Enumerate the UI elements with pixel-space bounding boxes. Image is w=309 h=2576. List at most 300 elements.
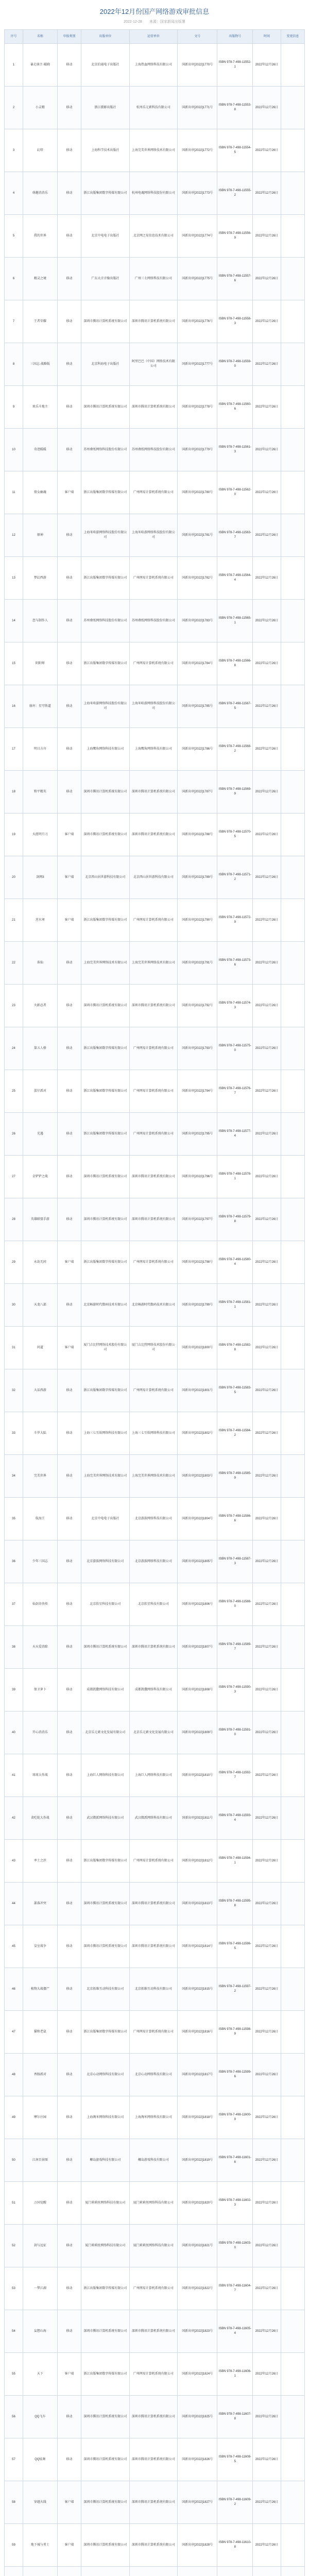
cell-name: 诛仙 xyxy=(23,942,57,985)
cell-isbn: ISBN 978-7-498-11609-2 xyxy=(217,2481,253,2524)
cell-doc-no: 国新出审[2022]1789号 xyxy=(178,856,217,899)
cell-isbn: ISBN 978-7-498-11605-4 xyxy=(217,2310,253,2353)
cell-operator: 深圳市腾讯计算机系统有限公司 xyxy=(129,2396,178,2438)
cell-doc-no: 国新出审[2022]1817号 xyxy=(178,2054,217,2096)
cell-change xyxy=(281,2310,304,2353)
cell-isbn: ISBN 978-7-498-11554-5 xyxy=(217,129,253,172)
cell-isbn: ISBN 978-7-498-11591-0 xyxy=(217,1711,253,1754)
cell-publisher: 上海鹰角网络科技有限公司 xyxy=(81,728,130,771)
cell-publisher: 上海科学技术出版社 xyxy=(81,129,130,172)
cell-name: 暴走萌主·破晓 xyxy=(23,44,57,87)
cell-doc-no: 国新出审[2022]1802号 xyxy=(178,1412,217,1455)
cell-change xyxy=(281,1070,304,1113)
cell-no: 54 xyxy=(5,2310,23,2353)
cell-publisher: 深圳市腾讯计算机系统有限公司 xyxy=(81,300,130,343)
cell-isbn xyxy=(217,2567,253,2576)
cell-type: 移动 xyxy=(57,300,81,343)
cell-isbn: ISBN 978-7-498-11572-9 xyxy=(217,899,253,942)
cell-name: 大话西游 xyxy=(23,1369,57,1412)
cell-no: 2 xyxy=(5,87,23,129)
cell-type: 移动 xyxy=(57,2396,81,2438)
col-header-operator: 运营单位 xyxy=(129,30,178,44)
cell-no: 48 xyxy=(5,2054,23,2096)
cell-change xyxy=(281,2396,304,2438)
cell-operator: 苏州叠纸网络科技股份有限公司 xyxy=(129,429,178,471)
table-row xyxy=(5,1925,305,1968)
cell-no: 36 xyxy=(5,1540,23,1583)
table-row xyxy=(5,1883,305,1925)
cell-change xyxy=(281,343,304,386)
cell-operator: 广州网易计算机系统有限公司 xyxy=(129,1070,178,1113)
cell-change xyxy=(281,44,304,87)
cell-change xyxy=(281,2438,304,2481)
cell-operator: 广州网易计算机系统有限公司 xyxy=(129,1840,178,1883)
cell-no: 41 xyxy=(5,1754,23,1797)
cell-publisher: 上海完美世界网络技术有限公司 xyxy=(81,1455,130,1498)
cell-operator: 深圳市腾讯计算机系统有限公司 xyxy=(129,985,178,1027)
cell-no: 31 xyxy=(5,1327,23,1369)
cell-name: 摩尔庄园 xyxy=(23,2096,57,2139)
cell-date: 2022年12月26日 xyxy=(253,1241,281,1284)
cell-change xyxy=(281,1626,304,1669)
cell-isbn: ISBN 978-7-498-11610-8 xyxy=(217,2524,253,2567)
cell-doc-no: 国新出审[2022]1806号 xyxy=(178,1583,217,1626)
table-row xyxy=(5,2438,305,2481)
cell-doc-no: 国新出审[2022]1803号 xyxy=(178,1455,217,1498)
cell-publisher: 上海淘米网络科技有限公司 xyxy=(81,2096,130,2139)
cell-no: 38 xyxy=(5,1626,23,1669)
cell-operator: 上海淘米网络科技有限公司 xyxy=(129,2096,178,2139)
cell-date: 2022年12月26日 xyxy=(253,1540,281,1583)
col-header-publisher: 出版单位 xyxy=(81,30,130,44)
cell-no: 24 xyxy=(5,1027,23,1070)
cell-date: 2022年12月26日 xyxy=(253,1498,281,1540)
cell-change xyxy=(281,1840,304,1883)
cell-name: 少年三国志 xyxy=(23,1540,57,1583)
cell-change xyxy=(281,2353,304,2396)
cell-publisher: 上海米哈游网络科技股份有限公司 xyxy=(81,514,130,557)
cell-operator: 广州网易计算机系统有限公司 xyxy=(129,2267,178,2310)
cell-doc-no: 国新出审[2022]1792号 xyxy=(178,985,217,1027)
cell-type: 客户端 xyxy=(57,2353,81,2396)
cell-isbn: ISBN 978-7-498-11606-1 xyxy=(217,2353,253,2396)
cell-date: 2022年12月26日 xyxy=(253,1925,281,1968)
cell-type: 移动 xyxy=(57,2096,81,2139)
cell-date: 2022年12月26日 xyxy=(253,1198,281,1241)
cell-no: 20 xyxy=(5,856,23,899)
cell-change xyxy=(281,1669,304,1711)
cell-change xyxy=(281,1327,304,1369)
cell-name: 萌趣消消乐 xyxy=(23,172,57,215)
cell-operator: 上海三七互娱网络科技有限公司 xyxy=(129,1412,178,1455)
cell-type: 移动 xyxy=(57,1754,81,1797)
cell-type: 移动 xyxy=(57,1797,81,1840)
table-row xyxy=(5,1412,305,1455)
cell-name: 率土之滨 xyxy=(23,1840,57,1883)
cell-change xyxy=(281,985,304,1027)
table-row xyxy=(5,1327,305,1369)
table-row xyxy=(5,2139,305,2182)
cell-publisher: 成都凯撒网络科技有限公司 xyxy=(81,1669,130,1711)
cell-operator: 深圳市腾讯计算机系统有限公司 xyxy=(129,1925,178,1968)
cell-no: 57 xyxy=(5,2438,23,2481)
cell-doc-no: 国新出审[2022]1775号 xyxy=(178,258,217,300)
cell-type: 移动 xyxy=(57,685,81,728)
cell-no: 43 xyxy=(5,1840,23,1883)
cell-name: 妄想山海 xyxy=(23,2310,57,2353)
cell-name: 地下城与勇士 xyxy=(23,2524,57,2567)
cell-operator: 北京西山居世游科技有限公司 xyxy=(129,856,178,899)
cell-change xyxy=(281,300,304,343)
cell-change xyxy=(281,942,304,985)
cell-name: 我的世界 xyxy=(23,215,57,258)
cell-date: 2022年12月26日 xyxy=(253,728,281,771)
cell-change xyxy=(281,728,304,771)
cell-no: 59 xyxy=(5,2524,23,2567)
cell-name: 剑与远征 xyxy=(23,2225,57,2267)
cell-no: 35 xyxy=(5,1498,23,1540)
cell-type: 移动 xyxy=(57,343,81,386)
cell-doc-no: 国新出审[2022]1819号 xyxy=(178,2139,217,2182)
cell-type: 移动 xyxy=(57,2139,81,2182)
table-row xyxy=(5,1498,305,1540)
cell-operator: 广州网易计算机系统有限公司 xyxy=(129,557,178,600)
cell-doc-no: 国新出审[2022]1823号 xyxy=(178,2310,217,2353)
table-row xyxy=(5,1027,305,1070)
cell-isbn: ISBN 978-7-498-11587-3 xyxy=(217,1540,253,1583)
cell-change xyxy=(281,215,304,258)
col-header-name: 名称 xyxy=(23,30,57,44)
cell-doc-no: 国新出审[2022]1816号 xyxy=(178,2011,217,2054)
cell-operator: 深圳市腾讯计算机系统有限公司 xyxy=(129,2481,178,2524)
cell-type: 移动 xyxy=(57,2438,81,2481)
cell-change xyxy=(281,386,304,429)
cell-name: 仙剑奇侠传 xyxy=(23,1583,57,1626)
cell-publisher: 深圳市腾讯计算机系统有限公司 xyxy=(81,2524,130,2567)
cell-name: 幻塔 xyxy=(23,129,57,172)
table-row xyxy=(5,1754,305,1797)
table-row xyxy=(5,1797,305,1840)
cell-no: 37 xyxy=(5,1583,23,1626)
cell-isbn: ISBN 978-7-498-11595-8 xyxy=(217,1883,253,1925)
cell-operator: 广州网易计算机系统有限公司 xyxy=(129,642,178,685)
cell-isbn: ISBN 978-7-498-11594-1 xyxy=(217,1840,253,1883)
cell-publisher: 深圳市腾讯计算机系统有限公司 xyxy=(81,2438,130,2481)
cell-doc-no: 国新出审[2022]1780号 xyxy=(178,471,217,514)
cell-operator: 上海完美世界网络技术有限公司 xyxy=(129,942,178,985)
cell-publisher: 北京科海电子出版社 xyxy=(81,343,130,386)
cell-no: 30 xyxy=(5,1284,23,1327)
cell-name: 天下 xyxy=(23,2353,57,2396)
cell-no: 51 xyxy=(5,2182,23,2225)
cell-date: 2022年12月26日 xyxy=(253,1840,281,1883)
cell-date: 2022年12月26日 xyxy=(253,2096,281,2139)
cell-change xyxy=(281,2567,304,2576)
table-row xyxy=(5,1455,305,1498)
cell-date: 2022年12月26日 xyxy=(253,1113,281,1156)
cell-publisher: 厦门吉比特网络技术股份有限公司 xyxy=(81,1327,130,1369)
cell-operator: 北京畅游时代数码技术有限公司 xyxy=(129,1284,178,1327)
table-row xyxy=(5,685,305,728)
cell-publisher xyxy=(81,2567,130,2576)
cell-name: 开心消消乐 xyxy=(23,1711,57,1754)
cell-date: 2022年12月26日 xyxy=(253,856,281,899)
cell-no: 32 xyxy=(5,1369,23,1412)
cell-date: 2022年12月26日 xyxy=(253,1711,281,1754)
cell-operator: 深圳市腾讯计算机系统有限公司 xyxy=(129,2524,178,2567)
cell-date: 2022年12月26日 xyxy=(253,600,281,642)
cell-isbn: ISBN 978-7-498-11571-2 xyxy=(217,856,253,899)
cell-change xyxy=(281,1455,304,1498)
cell-no xyxy=(5,2567,23,2576)
cell-isbn: ISBN 978-7-498-11577-4 xyxy=(217,1113,253,1156)
cell-publisher: 椰岛游戏科技有限公司 xyxy=(81,2139,130,2182)
cell-name: 阴阳师 xyxy=(23,642,57,685)
cell-name: 部落冲突 xyxy=(23,1883,57,1925)
table-row xyxy=(5,2011,305,2054)
cell-date: 2022年12月26日 xyxy=(253,258,281,300)
cell-date: 2022年12月26日 xyxy=(253,1027,281,1070)
cell-publisher: 苏州叠纸网络科技股份有限公司 xyxy=(81,600,130,642)
cell-doc-no: 国新出审[2022]1784号 xyxy=(178,642,217,685)
cell-name: 问道 xyxy=(23,1327,57,1369)
cell-no: 45 xyxy=(5,1925,23,1968)
cell-no: 29 xyxy=(5,1241,23,1284)
cell-name: 梦幻西游 xyxy=(23,557,57,600)
cell-name xyxy=(23,2567,57,2576)
cell-date: 2022年12月26日 xyxy=(253,2438,281,2481)
cell-change xyxy=(281,1925,304,1968)
cell-publisher: 北京中电电子出版社 xyxy=(81,1498,130,1540)
cell-date: 2022年12月26日 xyxy=(253,2481,281,2524)
cell-isbn: ISBN 978-7-498-11588-0 xyxy=(217,1583,253,1626)
table-row xyxy=(5,642,305,685)
cell-name: QQ炫舞 xyxy=(23,2438,57,2481)
cell-doc-no: 国新出审[2022]1772号 xyxy=(178,129,217,172)
cell-type: 移动 xyxy=(57,514,81,557)
cell-name: 英雄联盟手游 xyxy=(23,1198,57,1241)
cell-change xyxy=(281,258,304,300)
cell-date: 2022年12月26日 xyxy=(253,2054,281,2096)
table-row xyxy=(5,87,305,129)
table-row xyxy=(5,2267,305,2310)
cell-name: 天涯明月刀 xyxy=(23,814,57,856)
cell-operator xyxy=(129,2567,178,2576)
cell-publisher: 上海巨人网络科技有限公司 xyxy=(81,1754,130,1797)
cell-type: 移动 xyxy=(57,429,81,471)
cell-change xyxy=(281,1583,304,1626)
cell-change xyxy=(281,2481,304,2524)
cell-no: 42 xyxy=(5,1797,23,1840)
cell-name: 植物大战僵尸 xyxy=(23,1968,57,2011)
cell-type: 移动 xyxy=(57,386,81,429)
cell-no: 52 xyxy=(5,2225,23,2267)
cell-type: 移动 xyxy=(57,771,81,814)
cell-operator: 北京游族网络科技有限公司 xyxy=(129,1540,178,1583)
cell-doc-no: 国新出审[2022]1820号 xyxy=(178,2182,217,2225)
cell-publisher: 浙江摄影出版社 xyxy=(81,87,130,129)
cell-operator: 深圳市腾讯计算机系统有限公司 xyxy=(129,771,178,814)
cell-isbn: ISBN 978-7-498-11576-7 xyxy=(217,1070,253,1113)
cell-type: 移动 xyxy=(57,557,81,600)
cell-doc-no: 国新出审[2022]1812号 xyxy=(178,1840,217,1883)
cell-isbn: ISBN 978-7-498-11561-3 xyxy=(217,429,253,471)
cell-operator: 北京拓维互动科技有限公司 xyxy=(129,1968,178,2011)
cell-no: 34 xyxy=(5,1455,23,1498)
table-row xyxy=(5,1113,305,1156)
cell-doc-no: 国新出审[2022]1826号 xyxy=(178,2438,217,2481)
cell-operator: 武汉微派网络科技有限公司 xyxy=(129,1797,178,1840)
cell-date: 2022年12月26日 xyxy=(253,1327,281,1369)
cell-doc-no: 国新出审[2022]1810号 xyxy=(178,1754,217,1797)
cell-type: 移动 xyxy=(57,1070,81,1113)
cell-type: 移动 xyxy=(57,1498,81,1540)
table-row xyxy=(5,1968,305,2011)
cell-doc-no: 国新出审[2022]1786号 xyxy=(178,728,217,771)
cell-doc-no: 国新出审[2022]1805号 xyxy=(178,1540,217,1583)
cell-no: 39 xyxy=(5,1669,23,1711)
cell-isbn: ISBN 978-7-498-11560-6 xyxy=(217,386,253,429)
cell-change xyxy=(281,1369,304,1412)
cell-change xyxy=(281,1284,304,1327)
cell-type: 移动 xyxy=(57,1455,81,1498)
cell-doc-no: 国新出审[2022]1821号 xyxy=(178,2225,217,2267)
cell-date: 2022年12月26日 xyxy=(253,2524,281,2567)
table-row xyxy=(5,1156,305,1198)
cell-change xyxy=(281,642,304,685)
cell-operator: 广州网易计算机系统有限公司 xyxy=(129,1113,178,1156)
cell-name: 欢乐斗地主 xyxy=(23,386,57,429)
cell-isbn: ISBN 978-7-498-11559-0 xyxy=(217,343,253,386)
cell-no: 13 xyxy=(5,557,23,600)
cell-doc-no: 国新出审[2022]1799号 xyxy=(178,1284,217,1327)
table-row xyxy=(5,1284,305,1327)
cell-name: 王者荣耀 xyxy=(23,300,57,343)
cell-isbn: ISBN 978-7-498-11553-8 xyxy=(217,87,253,129)
cell-change xyxy=(281,1412,304,1455)
cell-date xyxy=(253,2567,281,2576)
cell-type: 移动 xyxy=(57,1626,81,1669)
cell-operator: 上海鹰角网络科技有限公司 xyxy=(129,728,178,771)
cell-no: 58 xyxy=(5,2481,23,2524)
cell-name: 猫和老鼠 xyxy=(23,2011,57,2054)
cell-type: 移动 xyxy=(57,1968,81,2011)
cell-publisher: 北京游族网络科技有限公司 xyxy=(81,1540,130,1583)
cell-date: 2022年12月26日 xyxy=(253,1369,281,1412)
cell-no: 11 xyxy=(5,471,23,514)
cell-operator: 广州三七网络科技有限公司 xyxy=(129,258,178,300)
cell-isbn: ISBN 978-7-498-11578-1 xyxy=(217,1156,253,1198)
cell-type: 移动 xyxy=(57,2054,81,2096)
cell-date: 2022年12月26日 xyxy=(253,557,281,600)
cell-doc-no: 国新出审[2022]1774号 xyxy=(178,215,217,258)
cell-type: 移动 xyxy=(57,1284,81,1327)
cell-doc-no xyxy=(178,2567,217,2576)
cell-name: 斗罗大陆 xyxy=(23,1412,57,1455)
table-row xyxy=(5,728,305,771)
cell-doc-no: 国新出审[2022]1798号 xyxy=(178,1241,217,1284)
cell-type: 移动 xyxy=(57,985,81,1027)
cell-doc-no: 国新出审[2022]1828号 xyxy=(178,2524,217,2567)
cell-type: 移动 xyxy=(57,2225,81,2267)
cell-name: 穿越火线 xyxy=(23,2481,57,2524)
cell-doc-no: 国新出审[2022]1778号 xyxy=(178,386,217,429)
cell-isbn: ISBN 978-7-498-11573-6 xyxy=(217,942,253,985)
cell-change xyxy=(281,771,304,814)
cell-isbn: ISBN 978-7-498-11556-9 xyxy=(217,215,253,258)
cell-doc-no: 国新出审[2022]1815号 xyxy=(178,1968,217,2011)
table-header-row xyxy=(5,30,305,44)
page-title: 2022年12月份国产网络游戏审批信息 xyxy=(99,8,210,15)
table-row xyxy=(5,1840,305,1883)
cell-publisher: 广东大音音像出版社 xyxy=(81,258,130,300)
cell-change xyxy=(281,1113,304,1156)
cell-date: 2022年12月26日 xyxy=(253,771,281,814)
cell-date: 2022年12月26日 xyxy=(253,2182,281,2225)
cell-change xyxy=(281,2225,304,2267)
cell-type: 移动 xyxy=(57,642,81,685)
cell-operator: 广州网易计算机系统有限公司 xyxy=(129,1241,178,1284)
cell-publisher: 浙江出版集团数字传媒有限公司 xyxy=(81,471,130,514)
cell-doc-no: 国新出审[2022]1796号 xyxy=(178,1156,217,1198)
cell-operator: 椰岛游戏科技有限公司 xyxy=(129,2139,178,2182)
cell-doc-no: 国新出审[2022]1801号 xyxy=(178,1369,217,1412)
cell-no: 16 xyxy=(5,685,23,728)
cell-doc-no: 国新出审[2022]1825号 xyxy=(178,2396,217,2438)
cell-type: 移动 xyxy=(57,2011,81,2054)
cell-date: 2022年12月26日 xyxy=(253,514,281,557)
cell-no: 40 xyxy=(5,1711,23,1754)
cell-no: 3 xyxy=(5,129,23,172)
cell-name: 永劫无间 xyxy=(23,1241,57,1284)
cell-publisher: 厦门莉莉丝网络科技有限公司 xyxy=(81,2225,130,2267)
cell-type: 客户端 xyxy=(57,2481,81,2524)
col-header-change: 变更信息 xyxy=(281,30,304,44)
cell-name: 皇室战争 xyxy=(23,1925,57,1968)
cell-no: 4 xyxy=(5,172,23,215)
table-body xyxy=(5,44,305,2576)
cell-date: 2022年12月26日 xyxy=(253,471,281,514)
cell-no: 56 xyxy=(5,2396,23,2438)
publish-date: 2022-12-28 xyxy=(124,20,142,24)
cell-name: 天龙八部 xyxy=(23,1284,57,1327)
cell-isbn: ISBN 978-7-498-11564-4 xyxy=(217,557,253,600)
cell-operator: 北京软星科技有限公司 xyxy=(129,1583,178,1626)
cell-operator: 北京网之易信息技术有限公司 xyxy=(129,215,178,258)
cell-name: 小灵精 xyxy=(23,87,57,129)
cell-publisher: 深圳市腾讯计算机系统有限公司 xyxy=(81,1925,130,1968)
table-row xyxy=(5,1241,305,1284)
cell-no: 18 xyxy=(5,771,23,814)
cell-change xyxy=(281,1498,304,1540)
cell-operator: 广州网易计算机系统有限公司 xyxy=(129,1027,178,1070)
cell-date: 2022年12月26日 xyxy=(253,1583,281,1626)
cell-change xyxy=(281,1198,304,1241)
cell-isbn: ISBN 978-7-498-11600-9 xyxy=(217,2096,253,2139)
cell-no: 7 xyxy=(5,300,23,343)
cell-isbn: ISBN 978-7-498-11590-3 xyxy=(217,1669,253,1711)
cell-doc-no: 国新出审[2022]1800号 xyxy=(178,1327,217,1369)
cell-type: 移动 xyxy=(57,600,81,642)
cell-change xyxy=(281,2182,304,2225)
cell-doc-no: 国新出审[2022]1773号 xyxy=(178,172,217,215)
cell-isbn: ISBN 978-7-498-11585-9 xyxy=(217,1455,253,1498)
cell-isbn: ISBN 978-7-498-11570-5 xyxy=(217,814,253,856)
cell-name: QQ飞车 xyxy=(23,2396,57,2438)
cell-publisher: 深圳市腾讯计算机系统有限公司 xyxy=(81,2310,130,2353)
cell-operator: 深圳市腾讯计算机系统有限公司 xyxy=(129,386,178,429)
cell-name: 倩女幽魂 xyxy=(23,471,57,514)
